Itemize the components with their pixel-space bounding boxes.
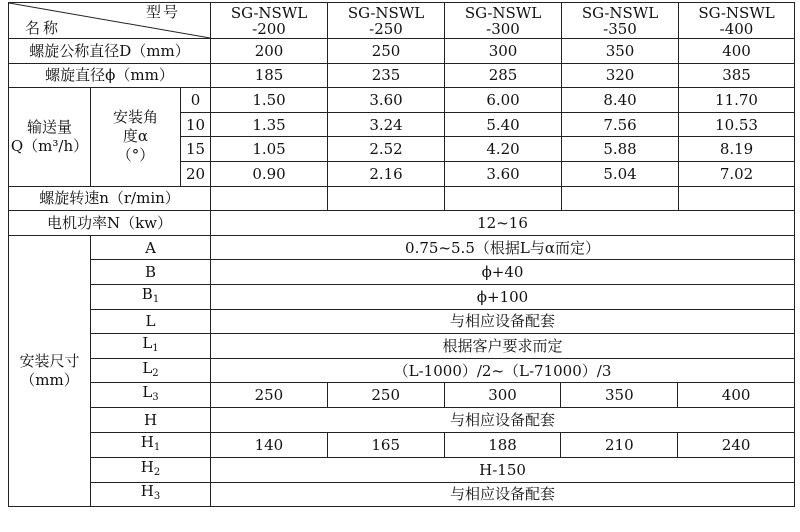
- cell-value: 0.90: [211, 161, 328, 186]
- install-row-h3: [9, 482, 795, 507]
- model-header-cell: [562, 3, 679, 39]
- cell-value-merged: 与相应设备配套: [211, 408, 795, 433]
- cell-value: 235: [328, 63, 445, 88]
- corner-model-label: 型号: [146, 3, 181, 21]
- dim-subscript: 1: [153, 441, 161, 453]
- dim-subscript: 3: [153, 491, 161, 503]
- cell-value: [679, 186, 795, 211]
- install-row-h2: [9, 457, 795, 482]
- cell-value: 400: [677, 383, 794, 407]
- cell-value: 250: [328, 39, 445, 64]
- model-suffix: -250: [369, 19, 403, 38]
- row-label: 电机功率N（kw）: [9, 211, 211, 236]
- cell-value: 200: [211, 39, 328, 64]
- diameter-phi-row: [9, 63, 795, 88]
- model-suffix: -200: [252, 19, 286, 38]
- cell-value: 240: [677, 433, 794, 457]
- row-label: 螺旋直径ϕ（mm）: [9, 63, 211, 88]
- h1-values-cell: [211, 432, 795, 457]
- cell-value: 6.00: [445, 88, 562, 113]
- cell-value-merged: 与相应设备配套: [211, 482, 795, 507]
- cell-value: 3.60: [328, 88, 445, 113]
- dim-letter: H: [140, 482, 154, 501]
- cell-value: 7.56: [562, 112, 679, 137]
- cell-value: 250: [327, 383, 444, 407]
- cell-value: 1.05: [211, 137, 328, 162]
- cell-value: 140: [254, 435, 284, 454]
- cell-value: 400: [679, 39, 795, 64]
- install-row-h1: [9, 432, 795, 457]
- model-header-cell: [679, 3, 795, 39]
- cell-value: 3.60: [445, 161, 562, 186]
- spec-table: [8, 2, 795, 507]
- l3-values-cell: [211, 383, 795, 408]
- speed-row: [9, 186, 795, 211]
- dim-subscript: 2: [153, 466, 161, 478]
- cell-value: 8.19: [679, 137, 795, 162]
- cell-value: 3.24: [328, 112, 445, 137]
- cell-value: 1.50: [211, 88, 328, 113]
- install-label-line: （mm）: [20, 370, 79, 389]
- angle-value: 10: [181, 112, 211, 137]
- model-name: SG-NSWL: [230, 3, 308, 22]
- model-header-cell: [445, 3, 562, 39]
- cell-value-merged: 根据客户要求而定: [211, 334, 795, 359]
- cell-value: 2.16: [328, 161, 445, 186]
- install-row-h: [9, 408, 795, 433]
- cell-value: 250: [254, 386, 284, 405]
- install-row-l3: [9, 383, 795, 408]
- capacity-label: [9, 88, 91, 186]
- cell-value: 7.02: [679, 161, 795, 186]
- cell-value: 11.70: [679, 88, 795, 113]
- cell-value: 185: [211, 63, 328, 88]
- cell-value: 1.35: [211, 112, 328, 137]
- model-header-cell: [328, 3, 445, 39]
- dim-subscript: 1: [152, 342, 159, 354]
- dim-label: B: [91, 260, 211, 285]
- install-row-b: [9, 260, 795, 285]
- cell-value: 4.20: [445, 137, 562, 162]
- dim-letter: B: [141, 284, 153, 303]
- dim-label: [91, 457, 211, 482]
- dim-subscript: 1: [152, 293, 160, 305]
- cell-value: 165: [327, 433, 444, 457]
- install-label-line: 安装尺寸: [19, 351, 80, 370]
- cell-value: [211, 186, 328, 211]
- cell-value: 300: [444, 383, 561, 407]
- cell-value-merged: 与相应设备配套: [211, 309, 795, 334]
- model-name: SG-NSWL: [698, 3, 775, 22]
- dim-subscript: 3: [152, 392, 159, 404]
- install-row-l: [9, 309, 795, 334]
- row-label: 螺旋公称直径D（mm）: [9, 39, 211, 64]
- angle-label-line: 安装角: [112, 108, 158, 127]
- model-suffix: -400: [719, 19, 754, 38]
- cell-value: 350: [560, 383, 677, 407]
- cell-value: 350: [562, 39, 679, 64]
- cell-value: 2.52: [328, 137, 445, 162]
- dim-label: L: [91, 309, 211, 334]
- install-row-l2: [9, 358, 795, 383]
- cell-value: 320: [562, 63, 679, 88]
- model-suffix: -350: [603, 19, 637, 38]
- power-row: [9, 211, 795, 236]
- cell-value: 210: [560, 433, 677, 457]
- install-row-a: [9, 235, 795, 260]
- dim-letter: L: [142, 383, 153, 402]
- cell-value: 188: [444, 433, 561, 457]
- corner-name-label: 名称: [25, 19, 62, 37]
- angle-label: [91, 88, 181, 186]
- angle-value: 0: [181, 88, 211, 113]
- cell-value: 10.53: [679, 112, 795, 137]
- capacity-label-line: 输送量: [26, 117, 72, 136]
- dim-letter: L: [142, 358, 153, 377]
- install-label: [9, 235, 91, 506]
- row-label: 螺旋转速n（r/min）: [9, 186, 211, 211]
- angle-label-line: （°）: [116, 146, 155, 165]
- cell-value-merged: 0.75~5.5（根据L与α而定）: [211, 235, 795, 260]
- cell-value: 385: [679, 63, 795, 88]
- angle-label-line: 度α: [122, 127, 149, 146]
- install-row-l1: [9, 334, 795, 359]
- dim-label: H: [91, 408, 211, 433]
- cell-value: 300: [445, 39, 562, 64]
- cell-value-merged: ϕ+40: [211, 260, 795, 285]
- dim-label: [91, 383, 211, 408]
- dim-label: [91, 334, 211, 359]
- cell-value: 5.04: [562, 161, 679, 186]
- cell-value-merged: H-150: [211, 457, 795, 482]
- cell-value: [328, 186, 445, 211]
- cell-value-merged: ϕ+100: [211, 284, 795, 309]
- dim-label: [91, 284, 211, 309]
- cell-value-merged: （L-1000）/2~（L-71000）/3: [211, 358, 795, 383]
- model-name: SG-NSWL: [347, 3, 425, 22]
- model-name: SG-NSWL: [464, 3, 542, 22]
- header-corner-cell: [9, 3, 211, 39]
- diameter-d-row: [9, 39, 795, 64]
- dim-letter: H: [140, 432, 154, 451]
- cell-value: 5.40: [445, 112, 562, 137]
- cell-value: 285: [445, 63, 562, 88]
- cell-value: [562, 186, 679, 211]
- dim-letter: H: [140, 457, 154, 476]
- dim-label: A: [91, 235, 211, 260]
- dim-subscript: 2: [152, 367, 159, 379]
- dim-letter: L: [142, 333, 153, 352]
- cell-value: 8.40: [562, 88, 679, 113]
- dim-label: [91, 358, 211, 383]
- model-header-cell: [211, 3, 328, 39]
- capacity-label-line: Q（m³/h）: [10, 136, 89, 155]
- capacity-row-0: [9, 88, 795, 113]
- cell-value-merged: 12~16: [211, 211, 795, 236]
- dim-label: [91, 432, 211, 457]
- model-suffix: -300: [486, 19, 520, 38]
- dim-label: [91, 482, 211, 507]
- angle-value: 15: [181, 137, 211, 162]
- angle-value: 20: [181, 161, 211, 186]
- install-row-b1: [9, 284, 795, 309]
- header-row: [9, 3, 795, 39]
- cell-value: 5.88: [562, 137, 679, 162]
- model-name: SG-NSWL: [581, 3, 659, 22]
- cell-value: [445, 186, 562, 211]
